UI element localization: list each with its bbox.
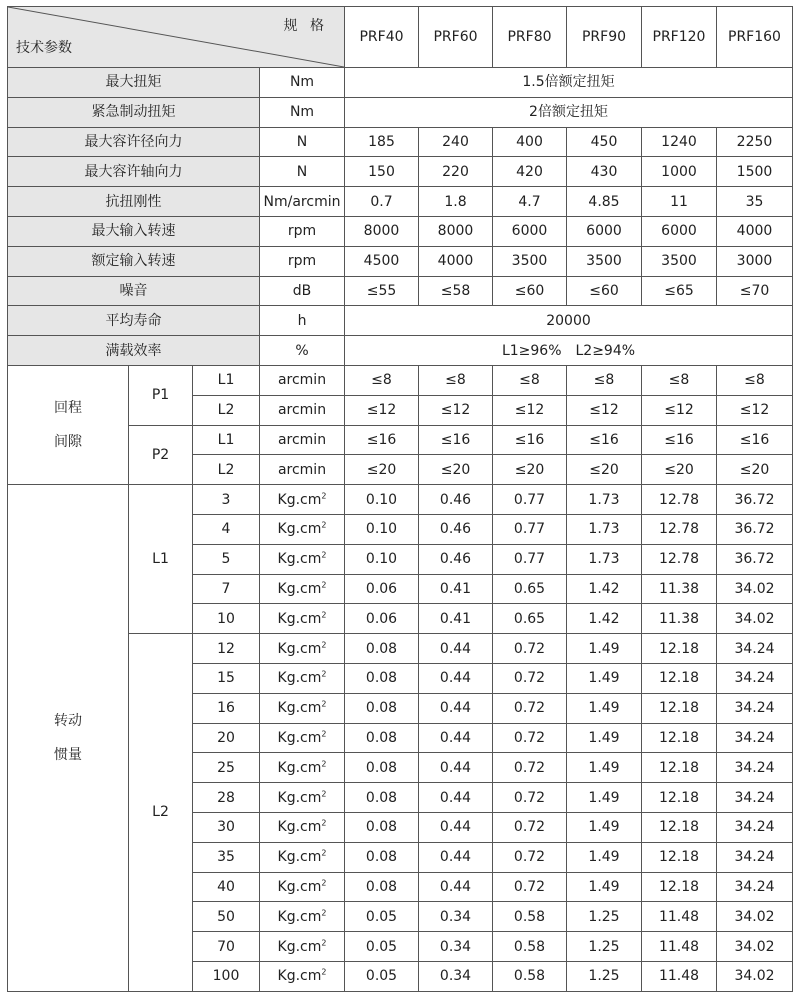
value-cell: 0.72: [493, 723, 567, 753]
value-cell: ≤58: [419, 276, 493, 306]
param-row: [8, 157, 793, 187]
ratio-cell: 70: [193, 932, 260, 962]
value-cell: 34.24: [717, 872, 793, 902]
param-row: [8, 187, 793, 217]
ratio-cell: 4: [193, 514, 260, 544]
param-unit: rpm: [260, 216, 345, 246]
value-cell: 12.18: [642, 783, 717, 813]
value-cell: 1.49: [567, 812, 642, 842]
stage-cell: L1: [193, 425, 260, 455]
value-cell: 0.72: [493, 812, 567, 842]
unit-cell: arcmin: [260, 395, 345, 425]
ratio-cell: 3: [193, 485, 260, 515]
param-unit: Nm: [260, 68, 345, 98]
param-unit: Nm: [260, 97, 345, 127]
value-cell: ≤16: [717, 425, 793, 455]
value-cell: 0.72: [493, 783, 567, 813]
value-cell: 34.02: [717, 961, 793, 991]
value-cell: 1.49: [567, 872, 642, 902]
unit-text: Kg.cm: [277, 521, 322, 538]
value-cell: ≤16: [493, 425, 567, 455]
value-cell: 12.18: [642, 663, 717, 693]
value-cell: 0.72: [493, 693, 567, 723]
value-cell: 0.58: [493, 902, 567, 932]
unit-text: Kg.cm: [277, 729, 322, 746]
value-cell: ≤16: [642, 425, 717, 455]
value-cell: 0.65: [493, 574, 567, 604]
unit-superscript: 2: [321, 639, 327, 649]
value-cell: 450: [567, 127, 642, 157]
value-cell: 11.48: [642, 932, 717, 962]
value-cell: 1.73: [567, 485, 642, 515]
value-cell: 36.72: [717, 544, 793, 574]
value-cell: ≤20: [717, 455, 793, 485]
value-cell: 0.46: [419, 485, 493, 515]
value-cell: 34.24: [717, 812, 793, 842]
value-cell: 0.44: [419, 723, 493, 753]
value-cell: 8000: [419, 216, 493, 246]
value-cell: 11.38: [642, 604, 717, 634]
inertia-label: [8, 485, 129, 992]
value-cell: 400: [493, 127, 567, 157]
value-cell: ≤8: [493, 365, 567, 395]
value-cell: 0.08: [345, 723, 419, 753]
value-cell: 0.08: [345, 693, 419, 723]
spec-label: 规 格: [283, 18, 328, 34]
unit-superscript: 2: [321, 550, 327, 560]
value-cell: 0.77: [493, 514, 567, 544]
value-cell: 3000: [717, 246, 793, 276]
value-cell: 0.08: [345, 753, 419, 783]
value-cell: 1000: [642, 157, 717, 187]
value-cell: ≤8: [717, 365, 793, 395]
stage-cell: L1: [193, 365, 260, 395]
param-row: [8, 127, 793, 157]
unit-cell: [260, 842, 345, 872]
ratio-cell: 20: [193, 723, 260, 753]
value-cell: 4000: [419, 246, 493, 276]
value-cell: ≤55: [345, 276, 419, 306]
unit-cell: [260, 783, 345, 813]
param-row: [8, 68, 793, 98]
value-cell: ≤20: [493, 455, 567, 485]
value-cell: ≤12: [345, 395, 419, 425]
value-cell: ≤12: [419, 395, 493, 425]
param-row: [8, 306, 793, 336]
value-cell: 4000: [717, 216, 793, 246]
stage-group: L2: [129, 634, 193, 992]
value-cell: 0.44: [419, 812, 493, 842]
value-cell: ≤16: [345, 425, 419, 455]
unit-text: Kg.cm: [277, 670, 322, 687]
unit-text: Kg.cm: [277, 551, 322, 568]
model-header: PRF40: [345, 7, 419, 68]
ratio-cell: 25: [193, 753, 260, 783]
param-merged-value: 20000: [345, 306, 793, 336]
value-cell: 0.08: [345, 783, 419, 813]
unit-text: Kg.cm: [277, 789, 322, 806]
param-unit: dB: [260, 276, 345, 306]
unit-cell: [260, 634, 345, 664]
value-cell: 1.25: [567, 932, 642, 962]
unit-cell: [260, 812, 345, 842]
unit-superscript: 2: [321, 669, 327, 679]
unit-text: Kg.cm: [277, 938, 322, 955]
unit-cell: [260, 693, 345, 723]
value-cell: 0.77: [493, 485, 567, 515]
value-cell: ≤60: [493, 276, 567, 306]
value-cell: ≤20: [419, 455, 493, 485]
unit-superscript: 2: [321, 580, 327, 590]
unit-cell: [260, 961, 345, 991]
unit-cell: [260, 872, 345, 902]
value-cell: 34.24: [717, 723, 793, 753]
ratio-cell: 5: [193, 544, 260, 574]
unit-superscript: 2: [321, 788, 327, 798]
value-cell: ≤8: [642, 365, 717, 395]
value-cell: 0.05: [345, 932, 419, 962]
ratio-cell: 100: [193, 961, 260, 991]
unit-text: Kg.cm: [277, 878, 322, 895]
value-cell: 1.49: [567, 842, 642, 872]
value-cell: 1.73: [567, 514, 642, 544]
value-cell: 0.08: [345, 812, 419, 842]
value-cell: 0.72: [493, 663, 567, 693]
ratio-cell: 16: [193, 693, 260, 723]
value-cell: ≤20: [345, 455, 419, 485]
value-cell: 0.44: [419, 872, 493, 902]
unit-text: Kg.cm: [277, 908, 322, 925]
header-corner-cell: [8, 7, 345, 68]
value-cell: 0.08: [345, 663, 419, 693]
ratio-cell: 28: [193, 783, 260, 813]
unit-cell: arcmin: [260, 425, 345, 455]
param-row: [8, 97, 793, 127]
value-cell: 0.58: [493, 932, 567, 962]
param-name: 噪音: [8, 276, 260, 306]
value-cell: 34.02: [717, 902, 793, 932]
value-cell: ≤20: [567, 455, 642, 485]
value-cell: 0.10: [345, 514, 419, 544]
unit-text: Kg.cm: [277, 491, 322, 508]
value-cell: 34.24: [717, 753, 793, 783]
unit-superscript: 2: [321, 967, 327, 977]
ratio-cell: 12: [193, 634, 260, 664]
backlash-label: [8, 365, 129, 484]
value-cell: 420: [493, 157, 567, 187]
param-row: [8, 216, 793, 246]
value-cell: 1.8: [419, 187, 493, 217]
value-cell: 34.24: [717, 634, 793, 664]
param-row: [8, 276, 793, 306]
value-cell: 12.18: [642, 753, 717, 783]
value-cell: 185: [345, 127, 419, 157]
param-name: 最大容许轴向力: [8, 157, 260, 187]
value-cell: 1.73: [567, 544, 642, 574]
stage-cell: L2: [193, 455, 260, 485]
value-cell: 8000: [345, 216, 419, 246]
param-unit: %: [260, 336, 345, 366]
value-cell: 34.02: [717, 932, 793, 962]
value-cell: 0.44: [419, 753, 493, 783]
value-cell: 0.77: [493, 544, 567, 574]
value-cell: ≤8: [345, 365, 419, 395]
value-cell: 35: [717, 187, 793, 217]
value-cell: 34.02: [717, 574, 793, 604]
unit-superscript: 2: [321, 908, 327, 918]
value-cell: 1.42: [567, 574, 642, 604]
unit-text: Kg.cm: [277, 819, 322, 836]
unit-cell: [260, 574, 345, 604]
value-cell: 1.25: [567, 902, 642, 932]
ratio-cell: 30: [193, 812, 260, 842]
value-cell: 3500: [567, 246, 642, 276]
value-cell: 0.05: [345, 902, 419, 932]
value-cell: 1240: [642, 127, 717, 157]
unit-superscript: 2: [321, 818, 327, 828]
value-cell: 11.38: [642, 574, 717, 604]
value-cell: 0.72: [493, 842, 567, 872]
value-cell: 0.41: [419, 604, 493, 634]
ratio-cell: 40: [193, 872, 260, 902]
value-cell: 3500: [642, 246, 717, 276]
value-cell: 1.49: [567, 753, 642, 783]
value-cell: 36.72: [717, 485, 793, 515]
param-merged-value: L1≥96% L2≥94%: [345, 336, 793, 366]
value-cell: 34.24: [717, 663, 793, 693]
value-cell: 0.08: [345, 872, 419, 902]
unit-text: Kg.cm: [277, 700, 322, 717]
ratio-cell: 10: [193, 604, 260, 634]
value-cell: 12.78: [642, 544, 717, 574]
param-unit: Nm/arcmin: [260, 187, 345, 217]
value-cell: 0.06: [345, 574, 419, 604]
value-cell: ≤20: [642, 455, 717, 485]
value-cell: 0.46: [419, 514, 493, 544]
value-cell: 0.72: [493, 753, 567, 783]
param-name: 平均寿命: [8, 306, 260, 336]
param-merged-value: 2倍额定扭矩: [345, 97, 793, 127]
value-cell: 4.7: [493, 187, 567, 217]
value-cell: 11.48: [642, 961, 717, 991]
param-merged-value: 1.5倍额定扭矩: [345, 68, 793, 98]
ratio-cell: 50: [193, 902, 260, 932]
value-cell: 0.34: [419, 902, 493, 932]
param-unit: rpm: [260, 246, 345, 276]
unit-cell: arcmin: [260, 365, 345, 395]
value-cell: 0.10: [345, 485, 419, 515]
value-cell: ≤12: [493, 395, 567, 425]
unit-superscript: 2: [321, 759, 327, 769]
value-cell: 0.44: [419, 842, 493, 872]
param-name: 满载效率: [8, 336, 260, 366]
unit-text: Kg.cm: [277, 640, 322, 657]
value-cell: 34.24: [717, 783, 793, 813]
unit-superscript: 2: [321, 490, 327, 500]
value-cell: 12.18: [642, 634, 717, 664]
value-cell: 11: [642, 187, 717, 217]
value-cell: ≤12: [717, 395, 793, 425]
value-cell: 0.65: [493, 604, 567, 634]
value-cell: 2250: [717, 127, 793, 157]
value-cell: 150: [345, 157, 419, 187]
value-cell: 12.18: [642, 693, 717, 723]
unit-cell: [260, 902, 345, 932]
value-cell: ≤8: [419, 365, 493, 395]
value-cell: ≤60: [567, 276, 642, 306]
value-cell: 6000: [642, 216, 717, 246]
value-cell: 1.49: [567, 723, 642, 753]
value-cell: 430: [567, 157, 642, 187]
ratio-cell: 15: [193, 663, 260, 693]
ratio-cell: 35: [193, 842, 260, 872]
param-unit: N: [260, 157, 345, 187]
unit-cell: [260, 753, 345, 783]
value-cell: 0.72: [493, 634, 567, 664]
param-name: 最大扭矩: [8, 68, 260, 98]
value-cell: 0.72: [493, 872, 567, 902]
model-header: PRF60: [419, 7, 493, 68]
value-cell: 12.78: [642, 485, 717, 515]
precision-group: P1: [129, 365, 193, 425]
backlash-label-line: 间隙: [54, 434, 82, 451]
inertia-label-line: 转动: [54, 712, 82, 729]
value-cell: ≤16: [567, 425, 642, 455]
unit-superscript: 2: [321, 610, 327, 620]
unit-superscript: 2: [321, 729, 327, 739]
param-name: 抗扭刚性: [8, 187, 260, 217]
param-name: 最大输入转速: [8, 216, 260, 246]
value-cell: 0.34: [419, 932, 493, 962]
unit-cell: [260, 514, 345, 544]
spec-table: [7, 6, 793, 992]
unit-superscript: 2: [321, 520, 327, 530]
backlash-label-line: 回程: [54, 400, 82, 417]
param-unit: h: [260, 306, 345, 336]
unit-superscript: 2: [321, 848, 327, 858]
inertia-row: [8, 485, 793, 515]
value-cell: 36.72: [717, 514, 793, 544]
value-cell: 4500: [345, 246, 419, 276]
unit-cell: [260, 544, 345, 574]
value-cell: 0.44: [419, 783, 493, 813]
value-cell: 12.78: [642, 514, 717, 544]
unit-superscript: 2: [321, 878, 327, 888]
value-cell: 12.18: [642, 842, 717, 872]
value-cell: 0.44: [419, 663, 493, 693]
param-label: 技术参数: [16, 40, 72, 56]
header-row: [8, 7, 793, 68]
value-cell: 0.44: [419, 693, 493, 723]
unit-cell: [260, 604, 345, 634]
unit-superscript: 2: [321, 699, 327, 709]
value-cell: 34.24: [717, 842, 793, 872]
unit-cell: [260, 932, 345, 962]
value-cell: ≤12: [567, 395, 642, 425]
model-header: PRF120: [642, 7, 717, 68]
value-cell: 12.18: [642, 723, 717, 753]
value-cell: 0.05: [345, 961, 419, 991]
value-cell: ≤70: [717, 276, 793, 306]
param-row: [8, 336, 793, 366]
model-header: PRF160: [717, 7, 793, 68]
value-cell: 12.18: [642, 812, 717, 842]
value-cell: 0.08: [345, 842, 419, 872]
diagonal-divider: [8, 7, 344, 67]
backlash-row: [8, 365, 793, 395]
table-body: [8, 7, 793, 992]
value-cell: 11.48: [642, 902, 717, 932]
value-cell: 1.49: [567, 663, 642, 693]
param-name: 紧急制动扭矩: [8, 97, 260, 127]
value-cell: ≤16: [419, 425, 493, 455]
value-cell: 0.44: [419, 634, 493, 664]
value-cell: 0.10: [345, 544, 419, 574]
value-cell: 0.58: [493, 961, 567, 991]
unit-text: Kg.cm: [277, 759, 322, 776]
param-name: 最大容许径向力: [8, 127, 260, 157]
model-header: PRF80: [493, 7, 567, 68]
value-cell: 240: [419, 127, 493, 157]
precision-group: P2: [129, 425, 193, 485]
stage-group: L1: [129, 485, 193, 634]
value-cell: 0.06: [345, 604, 419, 634]
param-name: 额定输入转速: [8, 246, 260, 276]
unit-cell: [260, 663, 345, 693]
model-header: PRF90: [567, 7, 642, 68]
value-cell: 4.85: [567, 187, 642, 217]
value-cell: 1.49: [567, 634, 642, 664]
inertia-label-line: 惯量: [54, 746, 82, 763]
value-cell: 6000: [493, 216, 567, 246]
value-cell: 0.46: [419, 544, 493, 574]
value-cell: 3500: [493, 246, 567, 276]
unit-text: Kg.cm: [277, 968, 322, 985]
value-cell: 0.08: [345, 634, 419, 664]
unit-cell: [260, 723, 345, 753]
unit-text: Kg.cm: [277, 849, 322, 866]
value-cell: ≤65: [642, 276, 717, 306]
value-cell: 1500: [717, 157, 793, 187]
value-cell: 6000: [567, 216, 642, 246]
unit-cell: [260, 485, 345, 515]
unit-cell: arcmin: [260, 455, 345, 485]
value-cell: 12.18: [642, 872, 717, 902]
value-cell: 220: [419, 157, 493, 187]
value-cell: ≤8: [567, 365, 642, 395]
value-cell: 1.49: [567, 783, 642, 813]
stage-cell: L2: [193, 395, 260, 425]
value-cell: 0.34: [419, 961, 493, 991]
value-cell: 1.49: [567, 693, 642, 723]
param-unit: N: [260, 127, 345, 157]
value-cell: 0.7: [345, 187, 419, 217]
unit-superscript: 2: [321, 937, 327, 947]
ratio-cell: 7: [193, 574, 260, 604]
value-cell: ≤12: [642, 395, 717, 425]
value-cell: 34.02: [717, 604, 793, 634]
unit-text: Kg.cm: [277, 580, 322, 597]
value-cell: 1.25: [567, 961, 642, 991]
value-cell: 1.42: [567, 604, 642, 634]
value-cell: 34.24: [717, 693, 793, 723]
unit-text: Kg.cm: [277, 610, 322, 627]
param-row: [8, 246, 793, 276]
value-cell: 0.41: [419, 574, 493, 604]
